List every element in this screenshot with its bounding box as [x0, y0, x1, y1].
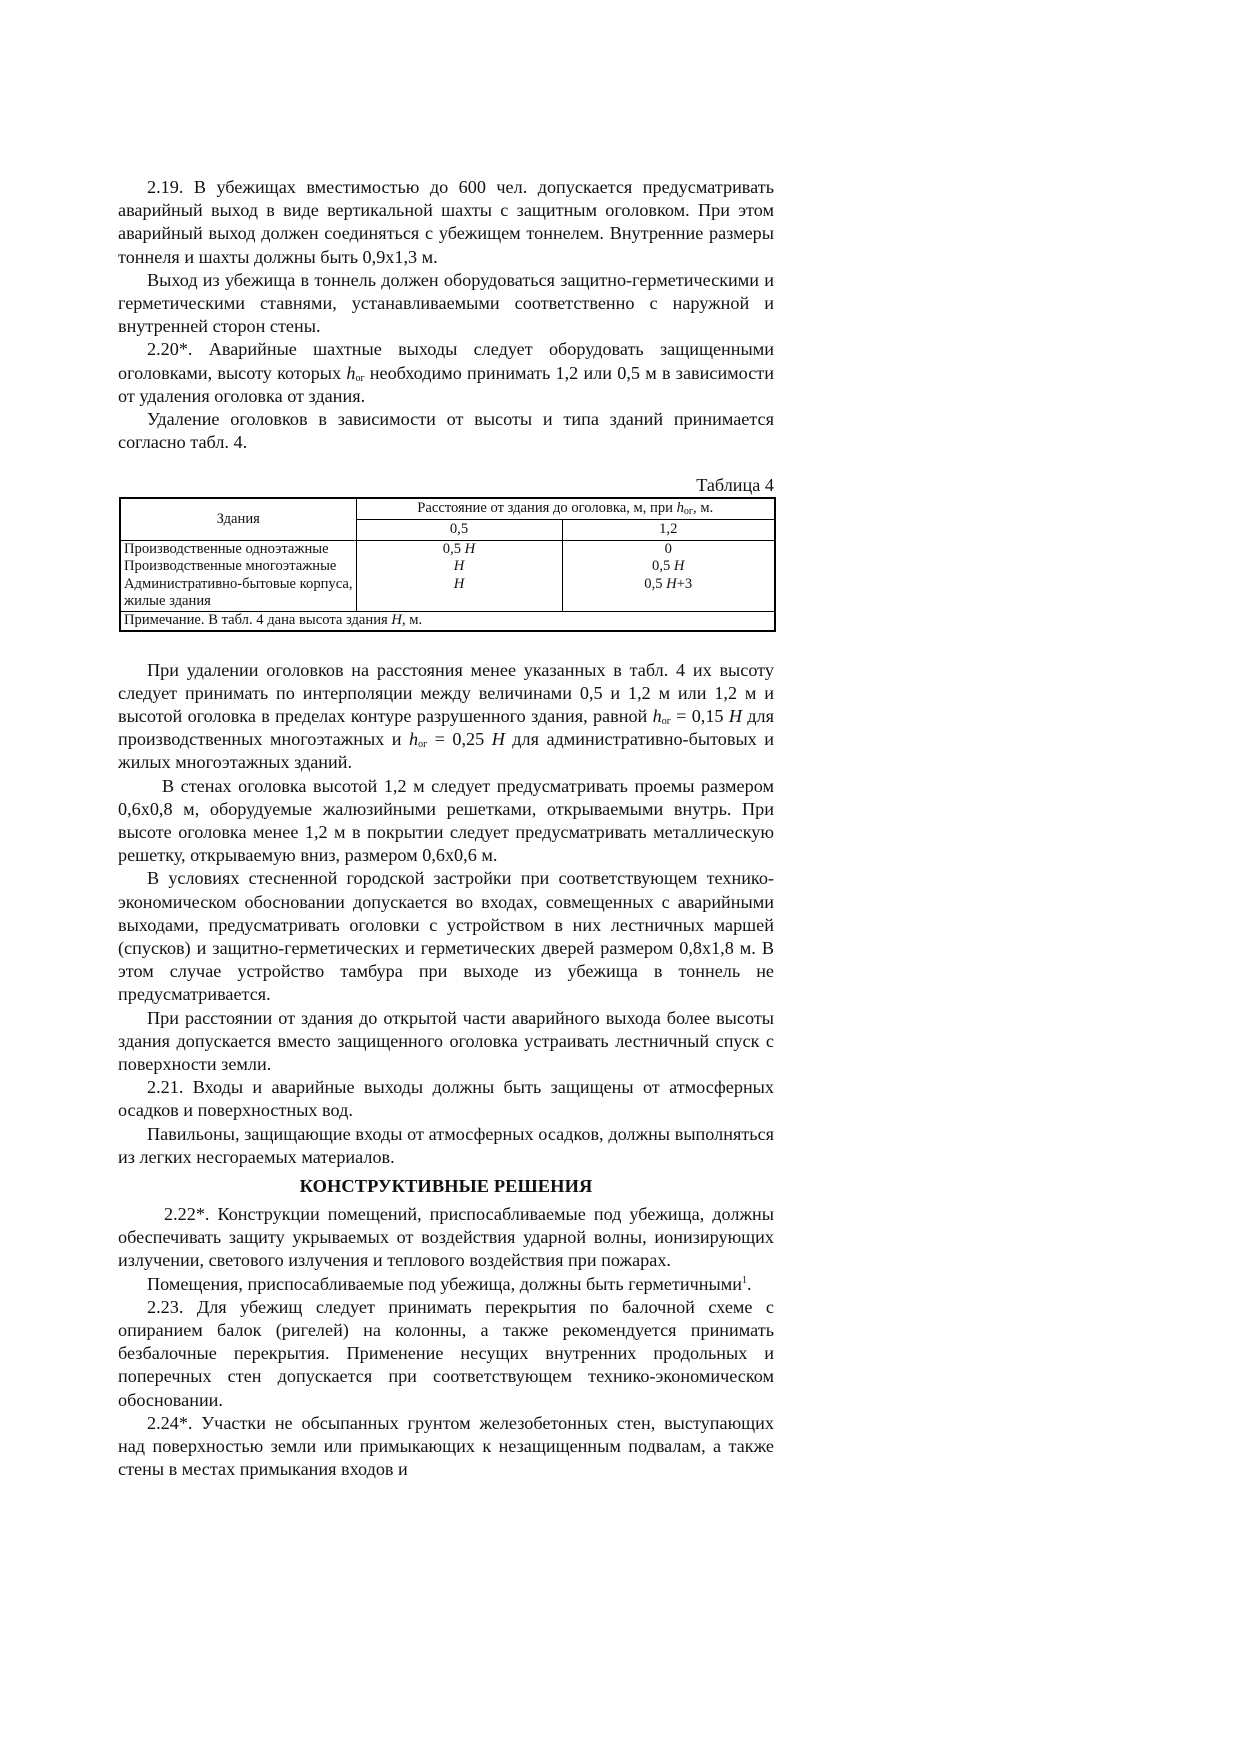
- paragraph-tunnel-exit: Выход из убежища в тоннель должен оборудоваться защитно-герметическими и герметическими ставнями, устанавливаемыми соответственно с наружной и внутренней сторон стены.: [118, 269, 774, 337]
- table-cell-building: Административно-бытовые корпуса, жилые здания: [120, 576, 356, 612]
- paragraph-2-23: 2.23. Для убежищ следует принимать перекрытия по балочной схеме с опиранием балок (ригелей) на колонны, а также рекомендуется принимать безбалочные перекрытия. Применение несущих внутренних продольных и поперечных стен допускается при соответствующем технико-экономическом обосновании.: [118, 1296, 774, 1410]
- paragraph-2-20: 2.20*. Аварийные шахтные выходы следует оборудовать защищенными оголовками, высоту которых $h_{ог}$ необходимо принимать 1,2 или 0,5 м в зависимости от удаления оголовка от здания.: [118, 339, 774, 406]
- paragraph-2-21: 2.21. Входы и аварийные выходы должны быть защищены от атмосферных осадков и поверхностных вод.: [118, 1077, 774, 1121]
- table-cell-value: 0,5 H+3: [562, 576, 775, 612]
- table-note: Примечание. В табл. 4 дана высота здания H, м.: [120, 612, 775, 631]
- table-cell-value: 0: [562, 540, 775, 558]
- table-4: [119, 497, 776, 631]
- table-header-row: [120, 498, 775, 519]
- document-body: [118, 176, 774, 1482]
- table-cell-value: H: [356, 576, 562, 612]
- table-row: [120, 558, 775, 576]
- table-row: [120, 576, 775, 612]
- paragraph-2-19: 2.19. В убежищах вместимостью до 600 чел. допускается предусматривать аварийный выход в виде вертикальной шахты с защитным оголовком. При этом аварийный выход должен соединяться с убежищем тоннелем. Внутренние размеры тоннеля и шахты должны быть 0,9х1,3 м.: [118, 177, 774, 267]
- paragraph-premises-sealed: Помещения, приспосабливаемые под убежища, должны быть герметичными$^1$.: [147, 1273, 752, 1294]
- table-cell-value: H: [356, 558, 562, 576]
- table-header-buildings: Здания: [120, 498, 356, 540]
- table-cell-value: 0,5 H: [356, 540, 562, 558]
- paragraph-head-distance: Удаление оголовков в зависимости от высоты и типа зданий принимается согласно табл. 4.: [118, 409, 774, 453]
- table-cell-building: Производственные многоэтажные: [120, 558, 356, 576]
- paragraph-openings: В стенах оголовка высотой 1,2 м следует предусматривать проемы размером 0,6х0,8 м, оборудуемые жалюзийными решетками, открываемыми внутрь. При высоте оголовка менее 1,2 м в покрытии следует предусматривать металлическую решетку, открываемую вниз, размером 0,6х0,6 м.: [118, 775, 774, 866]
- paragraph-dense-development: В условиях стесненной городской застройки при соответствующем технико-экономическом обосновании допускается во входах, совмещенных с аварийными выходами, предусматривать оголовки с устройством в них лестничных маршей (спусков) и защитно-герметических и герметических дверей размером 0,8х1,8 м. В этом случае устройство тамбура при выходе из убежища в тоннель не предусматривается.: [118, 868, 774, 1005]
- paragraph-2-24: 2.24*. Участки не обсыпанных грунтом железобетонных стен, выступающих над поверхностью земли или примыкающих к незащищенным подвалам, а также стены в местах примыкания входов и: [118, 1412, 774, 1480]
- table-note-row: [120, 612, 775, 631]
- table-row: [120, 540, 775, 558]
- table-subheader-1-2: 1,2: [562, 520, 775, 541]
- table-cell-building: Производственные одноэтажные: [120, 540, 356, 558]
- table-header-distance: Расстояние от здания до оголовка, м, при $h_{ог}$, м.: [356, 498, 775, 519]
- paragraph-stair-descent: При расстоянии от здания до открытой части аварийного выхода более высоты здания допускается вместо защищенного оголовка устраивать лестничный спуск с поверхности земли.: [118, 1007, 774, 1075]
- paragraph-interpolation: При удалении оголовков на расстояния менее указанных в табл. 4 их высоту следует принимать по интерполяции между величинами 0,5 и 1,2 м или 1,2 м и высотой оголовка в пределах контуре разрушенного здания, равной $h_{ог} = 0,15$ H для производственных многоэтажных и $h_{ог} = 0,25$ H для административно-бытовых и жилых многоэтажных зданий.: [118, 659, 774, 773]
- table-subheader-0-5: 0,5: [356, 520, 562, 541]
- section-heading: КОНСТРУКТИВНЫЕ РЕШЕНИЯ: [299, 1176, 593, 1197]
- table-cell-value: 0,5 H: [562, 558, 775, 576]
- footnote-marker: 1: [741, 1274, 747, 1286]
- paragraph-2-22: 2.22*. Конструкции помещений, приспосабливаемые под убежища, должны обеспечивать защиту укрываемых от воздействия ударной волны, ионизирующих излучении, светового излучения и теплового воздействия при пожарах.: [118, 1204, 774, 1271]
- paragraph-pavilions: Павильоны, защищающие входы от атмосферных осадков, должны выполняться из легких несгораемых материалов.: [118, 1123, 774, 1167]
- table-caption: Таблица 4: [696, 475, 774, 496]
